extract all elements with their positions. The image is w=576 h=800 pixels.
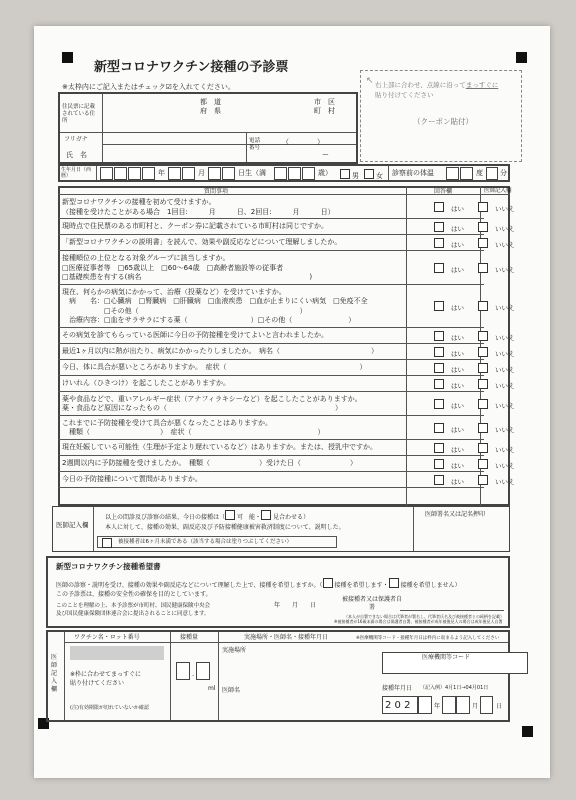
question-text: 薬や食品などで、重いアレルギー症状（アナフィラキシーなど）を起こしたことがありますか。 [62,394,362,403]
answer-label: いいえ [495,225,515,233]
question-text: 病 名：□心臓病 □腎臓病 □肝臓病 □血液疾患 □血が止まりにくい病気 □免疫不全 [62,297,368,305]
place-header: 実施場所・医師名・接種年月日 [244,634,329,641]
sticker-note-1: ※枠に合わせてまっすぐに [70,671,142,678]
checkbox[interactable] [434,347,444,357]
day-unit: 日 [496,703,503,710]
question-text: □その他（ ） [62,306,307,315]
facility-code-label: 医療機関等コード [422,654,471,661]
question-row [58,344,515,360]
city-cho: 町 村 [314,107,335,115]
prefecture-fu: 府 県 [200,107,221,115]
furigana-label: フリガナ [64,136,88,143]
question-text: 接種順位の上位となる対象グループに該当しますか。 [62,254,230,262]
checkbox[interactable] [434,443,444,453]
answer-label: はい [451,477,464,486]
answer-choices [434,331,529,342]
checkbox[interactable] [434,222,444,232]
signer-label: 被接種者又は保護者自署 [342,596,403,611]
yes-option[interactable] [434,443,471,454]
checkbox[interactable] [478,443,488,453]
address-field[interactable] [104,116,354,130]
year-box[interactable] [418,696,432,714]
answer-choices [434,475,529,486]
answer-label: いいえ [495,461,515,470]
coupon-note-2: 貼り付けてください [375,91,434,99]
checkbox[interactable] [478,301,488,311]
answer-label: いいえ [495,425,515,434]
dob-row [58,164,510,182]
doctor-name-label: 医師名 [222,687,241,694]
yes-option[interactable] [434,399,471,410]
yes-option[interactable] [434,238,471,249]
question-text: 2週間以内に予防接種を受けましたか。 種類（ ）受けた日（ ） [62,458,357,467]
under-6-months-row [97,536,337,548]
name-field[interactable] [104,146,244,160]
record-side-label: 医師記入欄 [51,654,58,693]
temp-unit-bu: 分 [500,169,507,177]
answer-label: いいえ [495,349,515,358]
checkbox[interactable] [478,331,488,341]
question-text: □基礎疾患を有する(病名 ) [62,273,313,281]
temp-box-1[interactable] [446,167,459,180]
city-shi: 市 区 [314,98,335,106]
no-option[interactable] [478,379,522,390]
answer-choices [434,347,529,358]
question-text: 「新型コロナワクチンの説明書」を読んで、効果や副反応などについて理解しましたか。 [62,238,342,246]
dob-month-unit: 月 [198,169,205,177]
answer-label: いいえ [495,381,515,390]
date-label: 接種年月日 [382,685,413,692]
no-option[interactable] [478,443,522,454]
wish-checkbox[interactable] [323,578,333,588]
question-row [58,251,515,285]
question-row [58,416,515,440]
no-option[interactable] [478,459,522,470]
doctor-section-label: 医師記入欄 [56,521,89,529]
personal-info-box [58,92,358,164]
under-6-months-checkbox[interactable] [102,538,112,548]
checkbox[interactable] [478,238,488,248]
answer-label: いいえ [495,241,515,249]
question-text: 最近1ヶ月以内に熱が出たり、病気にかかったりしましたか。 病名（ ） [62,346,378,355]
answer-choices [434,423,529,434]
answer-choices [434,263,529,274]
consent-question: 医師の診察・説明を受け、接種の効果や副反応などについて理解した上で、接種を希望しますか。（ 接種を希望します・ 接種を希望しません） [56,578,461,590]
month-box-1[interactable] [442,696,456,714]
address-label: 住民票に記載されている住所 [62,104,96,124]
answer-label: はい [451,381,464,390]
no-option[interactable] [478,331,522,342]
checkbox[interactable] [434,459,444,469]
facility-code-boxes[interactable] [382,652,530,676]
doctor-signature-label: 医師署名又は記名押印 [425,511,486,518]
checkbox[interactable] [434,202,444,212]
vaccine-lot-header: ワクチン名・ロット番号 [74,634,140,641]
consent-title: 新型コロナワクチン接種希望書 [56,562,161,571]
question-text: 現時点で住民票のある市町村と、クーポン券に記載されている市町村は同じですか。 [62,222,328,230]
signature-line[interactable] [400,610,504,611]
no-option[interactable] [478,347,522,358]
day-box-1[interactable] [480,696,493,714]
yes-option[interactable] [434,423,471,434]
year-prefix-box [382,696,418,714]
answer-choices [434,459,529,470]
hold-checkbox[interactable] [261,510,271,520]
coupon-note: 右上部に合わせ、点線に沿ってまっすぐに [375,81,499,89]
consent-line2: この予診票は、接種の安全性の確保を目的としています。 [56,591,212,598]
answer-label: はい [451,445,464,454]
question-text: 今日の予防接種について質問がありますか。 [62,474,202,483]
answer-choices [434,363,529,374]
lot-sticker-area[interactable] [70,646,164,660]
sex-female[interactable]: 女 [364,169,383,181]
question-text: 新型コロナワクチンの接種を初めて受けますか。 [62,198,216,206]
question-row [58,235,515,251]
consent-line3: このことを理解の上、本予診票が市町村、国民健康保険中央会 [56,603,211,609]
under-6-months-text: 被接種者は6ヶ月未満である（該当する場合は塗りつぶしてください） [118,539,293,545]
answer-choices [434,222,529,233]
name-label: 氏 名 [66,151,87,159]
checkbox[interactable] [434,331,444,341]
checkbox[interactable] [434,399,444,409]
registration-mark-bottom-right [522,726,533,737]
answer-label: はい [451,241,464,249]
ok-checkbox[interactable] [225,510,235,520]
dose-unit: ml [208,685,216,692]
answer-label: いいえ [495,365,515,374]
answer-label: はい [451,205,464,213]
answer-label: いいえ [495,205,515,213]
yes-option[interactable] [434,379,471,390]
phone-dash: ー [322,151,329,159]
yes-option[interactable] [434,475,471,486]
checkbox[interactable] [434,379,444,389]
date-example: （記入例）4月1日→04月01日 [420,685,489,691]
prefecture-to: 都 道 [200,98,221,106]
dob-day-unit: 日生（満 [238,169,266,177]
checkbox[interactable] [478,222,488,232]
yes-option[interactable] [434,301,471,312]
phone-label: 電話番号 [249,138,261,151]
consent-line4: 及び国民健康保険団体連合会に提出されることに同意します。 [56,611,210,617]
question-row [58,472,515,488]
sex-male[interactable]: 男 [340,169,359,181]
temp-label: 診察前の体温 [392,169,434,177]
question-row [58,456,515,472]
coupon-label: （クーポン貼付） [413,117,473,126]
checkbox[interactable] [434,238,444,248]
answer-label: はい [451,365,464,374]
answer-label: いいえ [495,477,515,486]
no-option[interactable] [478,222,522,233]
question-row [58,376,515,392]
yes-option[interactable] [434,222,471,233]
consent-fine-1: （本人が自署できない場合は代筆者が署名し、代筆者氏名及び被接種者との続柄を記載） [344,614,504,619]
phone-parens: （ ） [282,138,324,146]
nowish-checkbox[interactable] [389,578,399,588]
checkbox[interactable] [434,363,444,373]
dob-year-unit: 年 [158,169,165,177]
answer-label: はい [451,401,464,410]
question-row [58,285,515,328]
answer-label: いいえ [495,333,515,342]
no-option[interactable] [478,301,522,312]
dose-dot: . [192,670,195,678]
question-text: けいれん（ひきつけ）を起こしたことがありますか。 [62,378,230,387]
year-unit: 年 [434,703,441,710]
record-note: ※医療機関等コード・接種年月日は枠内に収まるよう記入してください [356,636,500,641]
answer-choices [434,301,529,312]
yes-option[interactable] [434,202,471,213]
no-option[interactable] [478,263,522,274]
checkbox[interactable] [478,379,488,389]
question-text: □医療従事者等 □65歳以上 □60～64歳 □高齢者施設等の従事者 [62,263,284,272]
no-option[interactable] [478,423,522,434]
temp-unit-do: 度 [476,169,483,177]
question-row [58,440,515,456]
dose-box-2[interactable] [196,662,210,680]
checkbox[interactable] [478,399,488,409]
answer-label: いいえ [495,401,515,410]
year-prefix: 2 0 2 [385,700,411,711]
arrow-corner-icon: ↖ [366,76,374,86]
checkbox[interactable] [434,423,444,433]
answer-choices [434,238,529,249]
answer-label: いいえ [495,265,515,274]
instruction-text: ※太枠内にご記入またはチェック☑を入れてください。 [62,83,235,91]
doctor-section [52,506,510,552]
answer-choices [434,399,529,410]
question-text: その病気を診てもらっている医師に今日の予防接種を受けてよいと言われましたか。 [62,330,328,339]
checkbox[interactable] [434,301,444,311]
sticker-note-2: 貼り付けてください [70,680,125,687]
consent-section [46,556,510,628]
answer-label: はい [451,265,464,274]
dob-label: 生年月日（西暦） [61,167,92,179]
month-unit: 月 [472,703,479,710]
answer-label: はい [451,425,464,434]
coupon-paste-area [360,70,522,162]
yes-option[interactable] [434,263,471,274]
question-text: （接種を受けたことがある場合 1回目: 月 日、2回目: 月 日） [62,207,335,216]
header-question: 質問事項 [204,188,229,195]
answer-label: はい [451,461,464,470]
no-option[interactable] [478,399,522,410]
yes-option[interactable] [434,347,471,358]
dose-box-1[interactable] [176,662,190,680]
no-option[interactable] [478,363,522,374]
form-sheet [34,26,550,778]
question-text: 今日、体に具合が悪いところがありますか。 症状（ ） [62,362,367,371]
no-option[interactable] [478,238,522,249]
consent-fine-2: ※被接種者が16歳未満の場合は保護者自署、被接種者が成年被後見人の場合は成年後見人自署 [334,619,503,624]
expiry-note: (注)有効期限が切れていないか確認 [70,705,149,711]
place-label: 実施場所 [222,647,247,654]
dose-header: 接種量 [180,634,199,641]
temp-box-3[interactable] [486,167,498,180]
question-text: 現在妊娠している可能性（生理が予定より遅れているなど）はありますか。または、授乳中ですか。 [62,442,377,451]
question-row [58,360,515,376]
registration-mark-top-right [516,52,527,63]
question-row [58,219,515,235]
header-answer: 回答欄 [434,188,453,195]
yes-option[interactable] [434,331,471,342]
checkbox[interactable] [478,459,488,469]
question-text: 現在、何らかの病気にかかって、治療（投薬など）を受けていますか。 [62,287,286,296]
answer-label: いいえ [495,304,515,312]
registration-mark-top-left [62,52,73,63]
question-row [58,195,515,219]
question-text: 種類（ ） 症状（ ） [62,428,325,436]
checkbox[interactable] [478,363,488,373]
month-box-2[interactable] [456,696,470,714]
temp-box-2[interactable] [460,167,473,180]
question-row [58,328,515,344]
question-text: 治療内容：□血をサラサラにする薬（ ）□その他（ ） [62,316,356,324]
question-row [58,392,515,416]
checkbox[interactable] [434,475,444,485]
yes-option[interactable] [434,459,471,470]
answer-label: はい [451,349,464,358]
answer-label: はい [451,225,464,233]
answer-choices [434,443,529,454]
form-title: 新型コロナワクチン接種の予診票 [94,60,289,75]
no-option[interactable] [478,475,522,486]
question-text: これまでに予防接種を受けて具合が悪くなったことはありますか。 [62,418,272,427]
doctor-explained: 本人に対して、接種の効果、副反応及び予防接種健康被害救済制度について、説明した。 [105,524,345,531]
checkbox[interactable] [478,202,488,212]
age-unit: 歳） [318,169,332,177]
answer-label: いいえ [495,445,515,454]
checkbox[interactable] [478,347,488,357]
checkbox[interactable] [434,263,444,273]
checkbox[interactable] [478,423,488,433]
doctor-judgement: 以上の問診及び診察の結果、今日の接種は（ 可 能・ 見合わせる） [105,510,309,522]
answer-choices [434,202,529,213]
header-doctor: 医師記入欄 [484,188,512,194]
vaccination-record [46,630,510,722]
checkbox[interactable] [478,263,488,273]
checkbox[interactable] [478,475,488,485]
consent-date[interactable]: 年 月 日 [274,602,317,609]
yes-option[interactable] [434,363,471,374]
answer-label: はい [451,333,464,342]
answer-choices [434,379,529,390]
no-option[interactable] [478,202,522,213]
question-text: 薬・食品など原因になったもの（ ） [62,404,342,412]
answer-label: はい [451,304,464,312]
